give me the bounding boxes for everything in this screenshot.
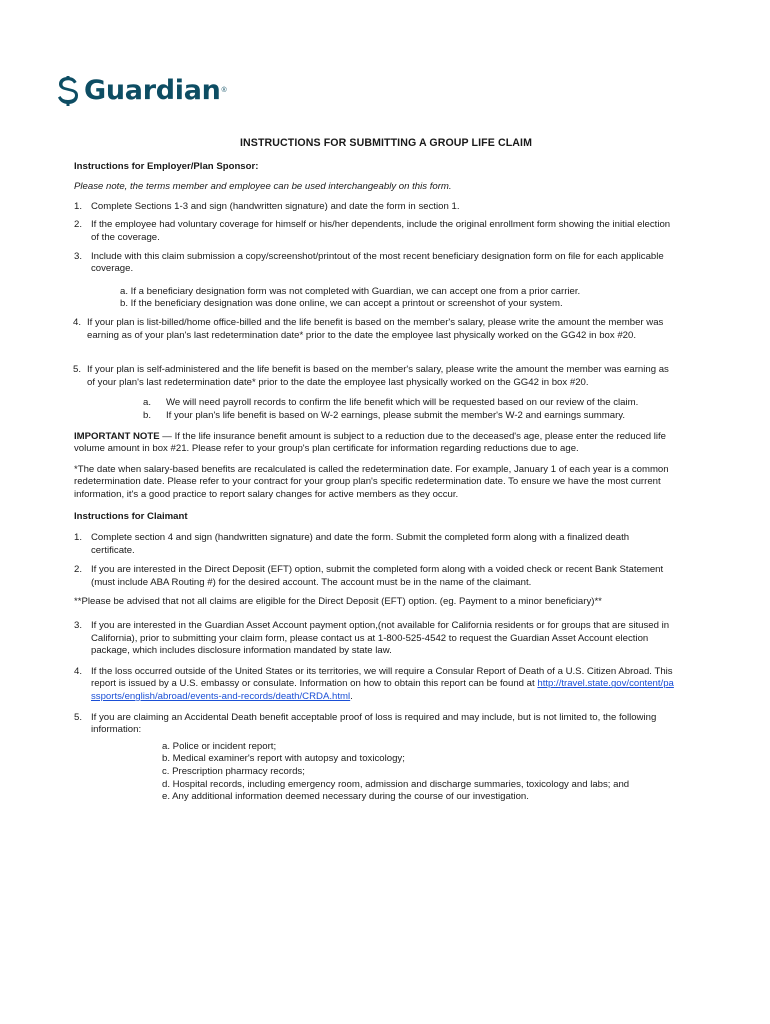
- subitem-5b: b. If your plan's life benefit is based on W-2 earnings, please submit the member's W-2 and earnings summary.: [143, 409, 626, 421]
- redetermination-note: *The date when salary-based benefits are recalculated is called the redetermination date. For example, January 1 of each year is a common redetermination date. Please refer to your contract for your group plan's specific redetermination date. To ensure we have the most current information, it's a good practice to report salary changes for active members as they occur.: [74, 463, 669, 500]
- subitem-3b: b. If the beneficiary designation was done online, we can accept a printout or screenshot of your system.: [120, 298, 563, 310]
- subitem-c: c. Prescription pharmacy records;: [162, 765, 305, 777]
- employer-item-3: 3. Include with this claim submission a copy/screenshot/printout of the most recent beneficiary designation form on file for each applicable coverage.: [74, 250, 664, 275]
- important-note-label: IMPORTANT NOTE: [74, 430, 160, 442]
- document-title: INSTRUCTIONS FOR SUBMITTING A GROUP LIFE CLAIM: [240, 137, 532, 149]
- important-note: [74, 431, 674, 456]
- subitem-e: e. Any additional information deemed necessary during the course of our investigation.: [162, 791, 529, 803]
- claimant-item-3: 3. If you are interested in the Guardian Asset Account payment option,(not available for California residents or for groups that are sitused in California), prior to submitting your claim form, please contact us at 1-800-525-4542 to request the Guardian Asset Account election package, which includes disclosure information mandated by state law.: [74, 620, 670, 657]
- logo-trademark: ®: [221, 86, 227, 94]
- subitem-5a: a. We will need payroll records to confirm the life benefit which will be requested based on our review of the claim.: [143, 397, 639, 409]
- guardian-logo: [57, 76, 227, 106]
- claimant-item-4: 4. If the loss occurred outside of the United States or its territories, we will require a Consular Report of Death of a U.S. Citizen Abroad. This report is issued by a U.S. embassy or consulate. Information on how to obtain this report can be found at http://travel.state.gov/content/passports/english/abroad/events-and-records/death/CRDA.html.: [74, 665, 674, 702]
- employer-heading: Instructions for Employer/Plan Sponsor:: [74, 160, 259, 172]
- important-note-text: — If the life insurance benefit amount is subject to a reduction due to the deceased's age, please enter the reduced life volume amount in box #21. Please refer to your group's plan certificate for information regarding reductions due to age.: [74, 430, 666, 455]
- subitem-b: b. Medical examiner's report with autopsy and toxicology;: [162, 753, 405, 765]
- employer-intro: Please note, the terms member and employee can be used interchangeably on this form.: [74, 181, 452, 193]
- claimant-item-1: 1. Complete section 4 and sign (handwritten signature) and date the form. Submit the completed form along with a finalized death certificate.: [74, 532, 630, 556]
- employer-item-5: 5. If your plan is self-administered and the life benefit is based on the member's salary, please write the amount the member was earning as of your plan's last redetermination date* prior to the date the employee last physically worked on the GG42 in box #20.: [73, 364, 669, 388]
- subitem-a: a. Police or incident report;: [162, 740, 277, 752]
- claimant-heading: Instructions for Claimant: [74, 511, 188, 523]
- claimant-item-5-subitems: [162, 741, 674, 804]
- guardian-shield-icon: [57, 76, 79, 106]
- eft-note: **Please be advised that not all claims are eligible for the Direct Deposit (EFT) option. (eg. Payment to a minor beneficiary)**: [74, 596, 602, 608]
- claimant-item-5: 5. If you are claiming an Accidental Death benefit acceptable proof of loss is required and may include, but is not limited to, the following information:: [74, 711, 657, 736]
- employer-item-1: 1. Complete Sections 1-3 and sign (handwritten signature) and date the form in section 1.: [74, 200, 460, 212]
- document-body: [74, 137, 674, 804]
- employer-item-3-subitems: [120, 286, 674, 311]
- employer-item-4: 4. If your plan is list-billed/home office-billed and the life benefit is based on the member's salary, please write the amount the member was earning as of your plan's last redetermination date* prior to the date the employee last physically worked on the GG42 in box #20.: [73, 316, 664, 341]
- employer-item-2: 2. If the employee had voluntary coverage for himself or his/her dependents, include the original enrollment form showing the initial election of the coverage.: [74, 219, 671, 243]
- employer-item-5-subitems: [143, 397, 674, 422]
- subitem-d: d. Hospital records, including emergency room, admission and discharge summaries, toxicology and labs; and: [162, 778, 630, 790]
- subitem-3a: a. If a beneficiary designation form was not completed with Guardian, we can accept one from a prior carrier.: [120, 285, 581, 297]
- consular-report-link[interactable]: http://travel.state.gov/content/passports/english/abroad/events-and-records/death/CRDA.html: [91, 678, 674, 702]
- logo-wordmark: Guardian: [84, 75, 221, 106]
- claimant-item-2: 2. If you are interested in the Direct Deposit (EFT) option, submit the completed form along with a voided check or recent Bank Statement (must include ABA Routing #) for the desired account. The account must be in the name of the claimant.: [74, 564, 664, 588]
